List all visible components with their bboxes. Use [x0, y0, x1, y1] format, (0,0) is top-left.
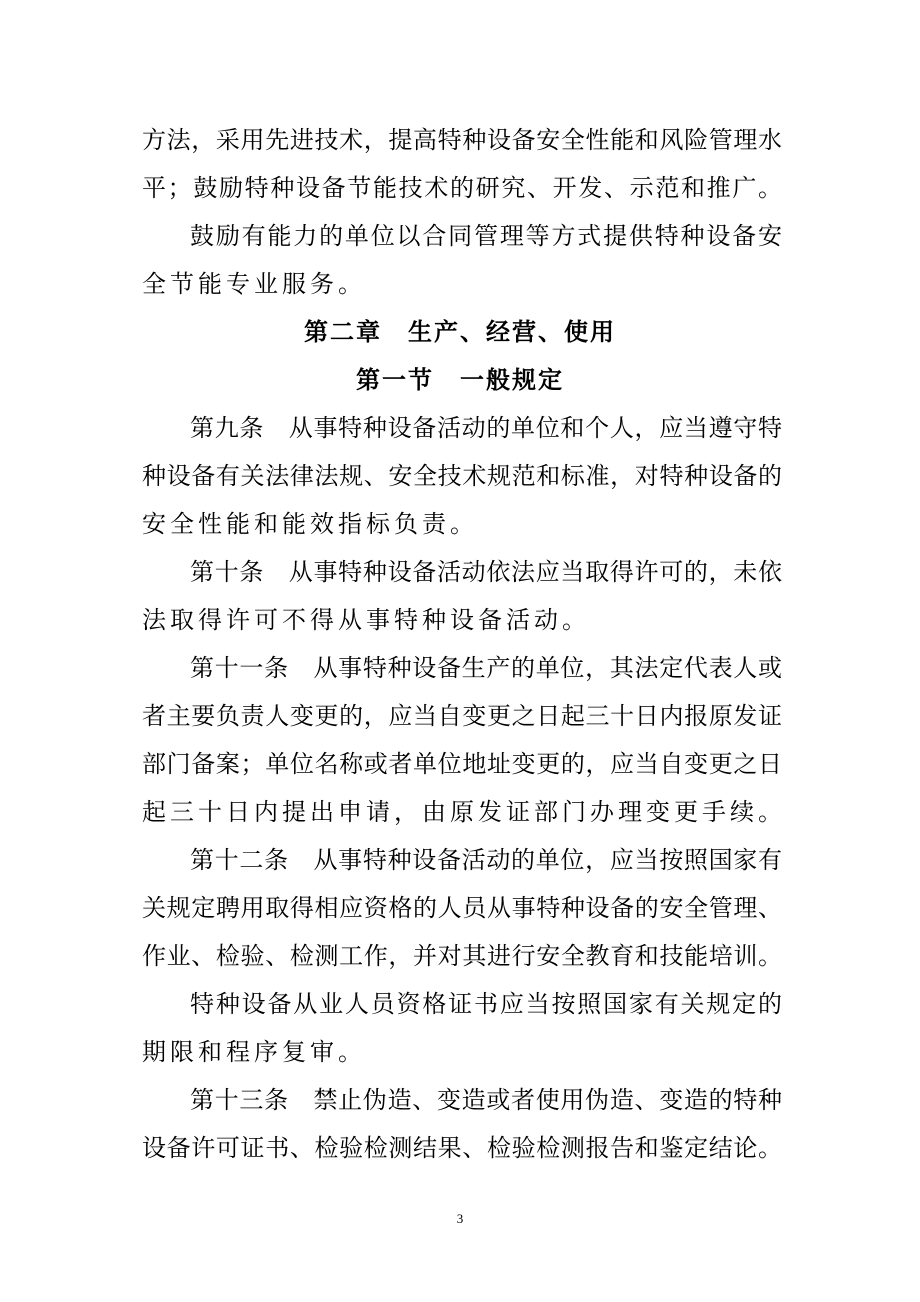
body-text-line: 起三十日内提出申请，由原发证部门办理变更手续。 — [142, 798, 786, 826]
article-13-line: 第十三条 禁止伪造、变造或者使用伪造、变造的特种 — [190, 1086, 782, 1114]
body-text-line: 平；鼓励特种设备节能技术的研究、开发、示范和推广。 — [142, 174, 782, 202]
body-text-line: 安全性能和能效指标负责。 — [142, 510, 478, 538]
article-10-line: 第十条 从事特种设备活动依法应当取得许可的，未依 — [190, 558, 782, 586]
article-12-line: 第十二条 从事特种设备活动的单位，应当按照国家有 — [190, 846, 782, 874]
body-text-line: 鼓励有能力的单位以合同管理等方式提供特种设备安 — [190, 222, 782, 250]
body-text-line: 期限和程序复审。 — [142, 1038, 366, 1066]
body-text-line: 全节能专业服务。 — [142, 270, 366, 298]
body-text-line: 部门备案；单位名称或者单位地址变更的，应当自变更之日 — [142, 750, 782, 778]
article-9-line: 第九条 从事特种设备活动的单位和个人，应当遵守特 — [190, 414, 782, 442]
article-11-line: 第十一条 从事特种设备生产的单位，其法定代表人或 — [190, 654, 782, 682]
body-text-line: 者主要负责人变更的，应当自变更之日起三十日内报原发证 — [142, 702, 782, 730]
body-text-line: 设备许可证书、检验检测结果、检验检测报告和鉴定结论。 — [142, 1134, 782, 1162]
body-text-line: 关规定聘用取得相应资格的人员从事特种设备的安全管理、 — [142, 894, 782, 922]
body-text-line: 作业、检验、检测工作，并对其进行安全教育和技能培训。 — [142, 942, 782, 970]
body-text-line: 法取得许可不得从事特种设备活动。 — [142, 606, 590, 634]
page-number: 3 — [456, 1211, 464, 1226]
body-text-line: 种设备有关法律法规、安全技术规范和标准，对特种设备的 — [142, 462, 782, 490]
section-heading: 第一节 一般规定 — [356, 365, 564, 394]
chapter-heading: 第二章 生产、经营、使用 — [304, 317, 616, 346]
body-text-line: 方法，采用先进技术，提高特种设备安全性能和风险管理水 — [142, 126, 782, 154]
body-text-line: 特种设备从业人员资格证书应当按照国家有关规定的 — [190, 990, 782, 1018]
